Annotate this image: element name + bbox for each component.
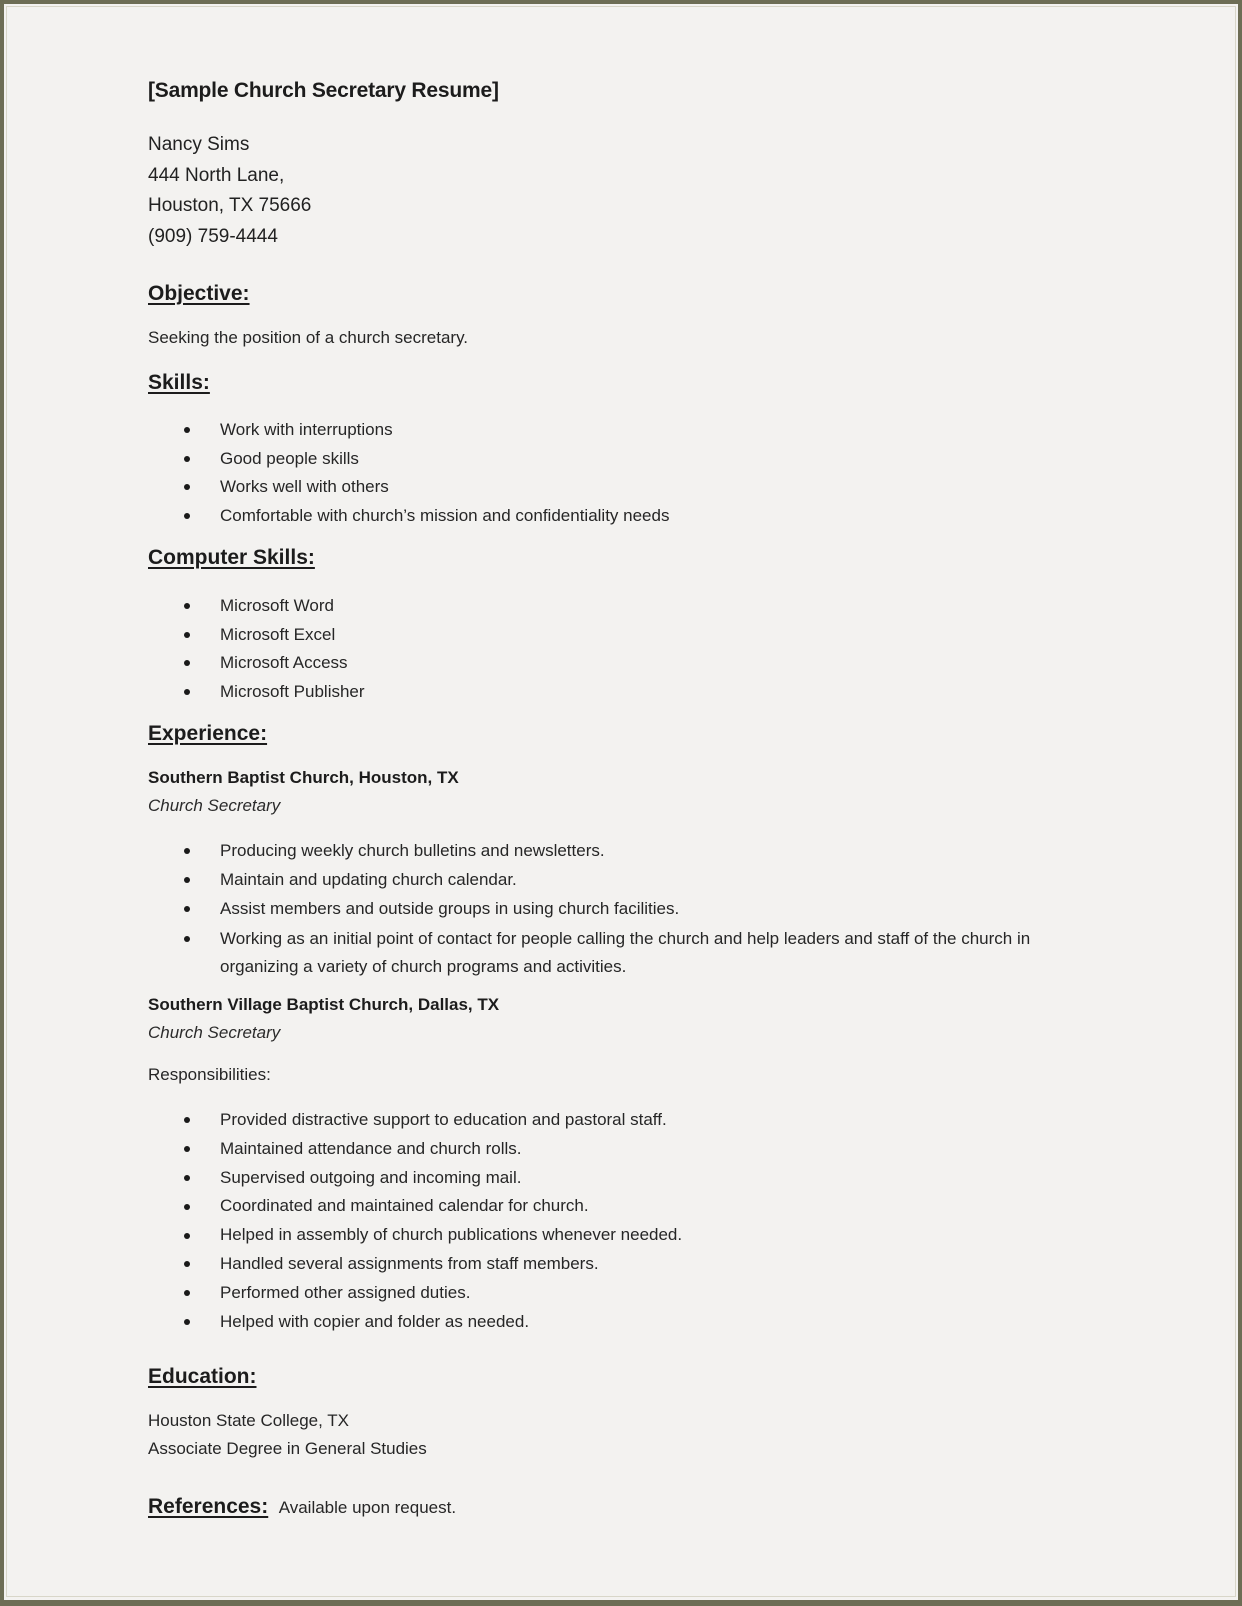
list-item: Working as an initial point of contact for people calling the church and help leaders and staff of the church in organizing a variety of church programs and activities. xyxy=(148,925,1100,981)
list-item: Microsoft Excel xyxy=(148,621,365,650)
list-item: Supervised outgoing and incoming mail. xyxy=(148,1164,682,1193)
contact-block xyxy=(148,130,311,252)
skills-list xyxy=(148,416,669,530)
list-item: Maintained attendance and church rolls. xyxy=(148,1135,682,1164)
list-item: Maintain and updating church calendar. xyxy=(148,865,1100,894)
list-item: Works well with others xyxy=(148,473,669,502)
bullet-icon xyxy=(184,1261,190,1267)
bullet-icon xyxy=(184,456,190,462)
contact-address-line2: Houston, TX 75666 xyxy=(148,195,312,216)
list-item: Helped in assembly of church publications whenever needed. xyxy=(148,1221,682,1250)
job-1-company: Southern Baptist Church, Houston, TX xyxy=(148,768,459,787)
document-title: [Sample Church Secretary Resume] xyxy=(148,79,499,102)
list-item: Coordinated and maintained calendar for church. xyxy=(148,1192,682,1221)
list-item: Microsoft Publisher xyxy=(148,678,365,707)
references-text: Available upon request. xyxy=(278,1498,457,1517)
bullet-icon xyxy=(184,1290,190,1296)
bullet-icon xyxy=(184,484,190,490)
bullet-icon xyxy=(184,1319,190,1325)
bullet-icon xyxy=(184,1233,190,1239)
bullet-icon xyxy=(184,689,190,695)
skills-heading: Skills: xyxy=(148,371,210,394)
bullet-icon xyxy=(184,877,190,883)
contact-address-line1: 444 North Lane, xyxy=(148,164,285,186)
list-item: Provided distractive support to education and pastoral staff. xyxy=(148,1106,682,1135)
list-item: Helped with copier and folder as needed. xyxy=(148,1308,682,1337)
bullet-icon xyxy=(184,660,190,666)
references-row xyxy=(148,1495,456,1519)
bullet-icon xyxy=(184,632,190,638)
computer-skills-heading: Computer Skills: xyxy=(148,546,315,569)
contact-phone: (909) 759-4444 xyxy=(148,225,278,247)
bullet-icon xyxy=(184,603,190,609)
list-item: Handled several assignments from staff members. xyxy=(148,1250,682,1279)
list-item: Work with interruptions xyxy=(148,416,669,445)
bullet-icon xyxy=(184,1175,190,1181)
list-item: Performed other assigned duties. xyxy=(148,1279,682,1308)
objective-text: Seeking the position of a church secretary. xyxy=(148,328,469,347)
list-item: Microsoft Access xyxy=(148,649,365,678)
objective-heading: Objective: xyxy=(148,282,250,305)
bullet-icon xyxy=(184,936,190,942)
experience-heading: Experience: xyxy=(148,722,268,745)
bullet-icon xyxy=(184,427,190,433)
contact-name: Nancy Sims xyxy=(148,134,250,155)
list-item: Assist members and outside groups in using church facilities. xyxy=(148,894,1100,923)
job-1-role: Church Secretary xyxy=(148,796,281,815)
list-item: Producing weekly church bulletins and newsletters. xyxy=(148,836,1100,865)
job-2-role: Church Secretary xyxy=(148,1023,281,1042)
list-item: Microsoft Word xyxy=(148,592,365,621)
bullet-icon xyxy=(184,1146,190,1152)
education-school: Houston State College, TX xyxy=(148,1411,349,1430)
list-item: Comfortable with church’s mission and confidentiality needs xyxy=(148,502,669,531)
job-2-company: Southern Village Baptist Church, Dallas, TX xyxy=(148,995,500,1014)
bullet-icon xyxy=(184,848,190,854)
references-heading: References: xyxy=(148,1495,269,1518)
computer-skills-list xyxy=(148,592,365,706)
education-degree: Associate Degree in General Studies xyxy=(148,1439,427,1458)
bullet-icon xyxy=(184,513,190,519)
job-2-duties-list xyxy=(148,1106,682,1336)
bullet-icon xyxy=(184,1117,190,1123)
job-1-duties-list xyxy=(148,836,1100,981)
list-item: Good people skills xyxy=(148,445,669,474)
job-2-responsibilities-label: Responsibilities: xyxy=(148,1065,271,1084)
education-heading: Education: xyxy=(148,1365,257,1388)
bullet-icon xyxy=(184,906,190,912)
bullet-icon xyxy=(184,1204,190,1210)
